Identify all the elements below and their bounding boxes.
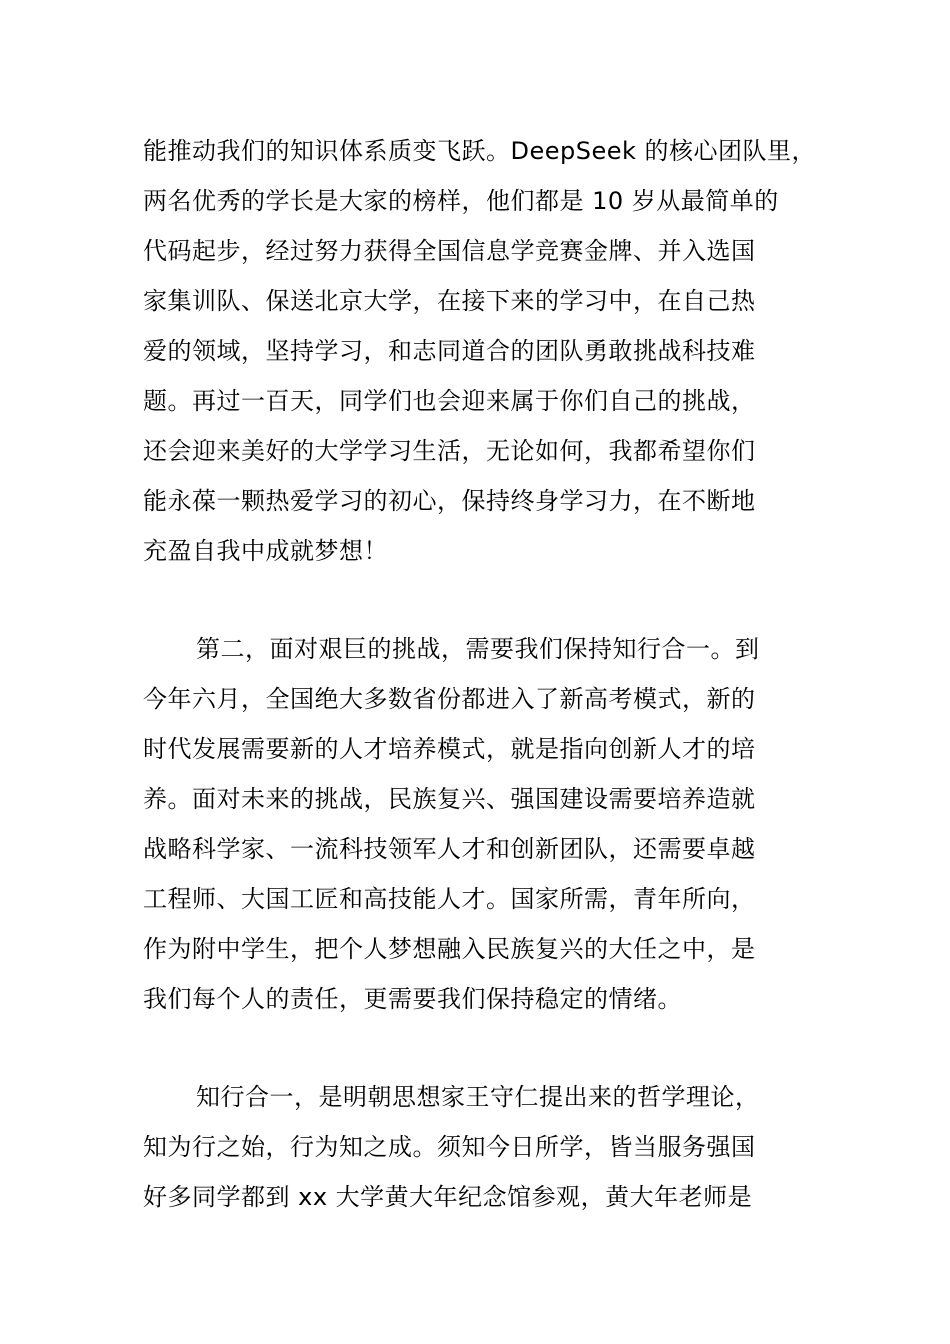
paragraph-line: 爱的领域，坚持学习，和志同道合的团队勇敢挑战科技难 — [143, 337, 756, 365]
paragraph-line: 能推动我们的知识体系质变飞跃。DeepSeek 的核心团队里， — [143, 137, 817, 165]
paragraph-1 — [143, 126, 817, 576]
paragraph-first-line: 知行合一，是明朝思想家王守仁提出来的哲学理论， — [196, 1083, 760, 1111]
paragraph-2 — [143, 624, 813, 1024]
paragraph-3 — [143, 1072, 813, 1222]
paragraph-line: 养。面对未来的挑战，民族复兴、强国建设需要培养造就 — [143, 785, 756, 813]
paragraph-line: 两名优秀的学长是大家的榜样，他们都是 10 岁从最简单的 — [143, 187, 779, 215]
paragraph-line: 家集训队、保送北京大学，在接下来的学习中，在自己热 — [143, 287, 756, 315]
paragraph-line: 时代发展需要新的人才培养模式，就是指向创新人才的培 — [143, 735, 756, 763]
paragraph-line: 题。再过一百天，同学们也会迎来属于你们自己的挑战， — [143, 387, 756, 415]
paragraph-line: 还会迎来美好的大学学习生活，无论如何，我都希望你们 — [143, 437, 756, 465]
paragraph-line: 我们每个人的责任，更需要我们保持稳定的情绪。 — [143, 985, 682, 1013]
paragraph-line: 好多同学都到 xx 大学黄大年纪念馆参观，黄大年老师是 — [143, 1183, 753, 1211]
paragraph-line: 代码起步，经过努力获得全国信息学竞赛金牌、并入选国 — [143, 237, 756, 265]
paragraph-line: 能永葆一颗热爱学习的初心，保持终身学习力，在不断地 — [143, 487, 756, 515]
paragraph-line: 作为附中学生，把个人梦想融入民族复兴的大任之中，是 — [143, 935, 756, 963]
paragraph-line: 今年六月，全国绝大多数省份都进入了新高考模式，新的 — [143, 685, 756, 713]
paragraph-line: 战略科学家、一流科技领军人才和创新团队，还需要卓越 — [143, 835, 756, 863]
paragraph-line: 知为行之始，行为知之成。须知今日所学，皆当服务强国 — [143, 1133, 756, 1161]
paragraph-line: 工程师、大国工匠和高技能人才。国家所需，青年所向， — [143, 885, 756, 913]
paragraph-first-line: 第二，面对艰巨的挑战，需要我们保持知行合一。到 — [196, 635, 760, 663]
paragraph-line: 充盈自我中成就梦想！ — [143, 537, 388, 565]
